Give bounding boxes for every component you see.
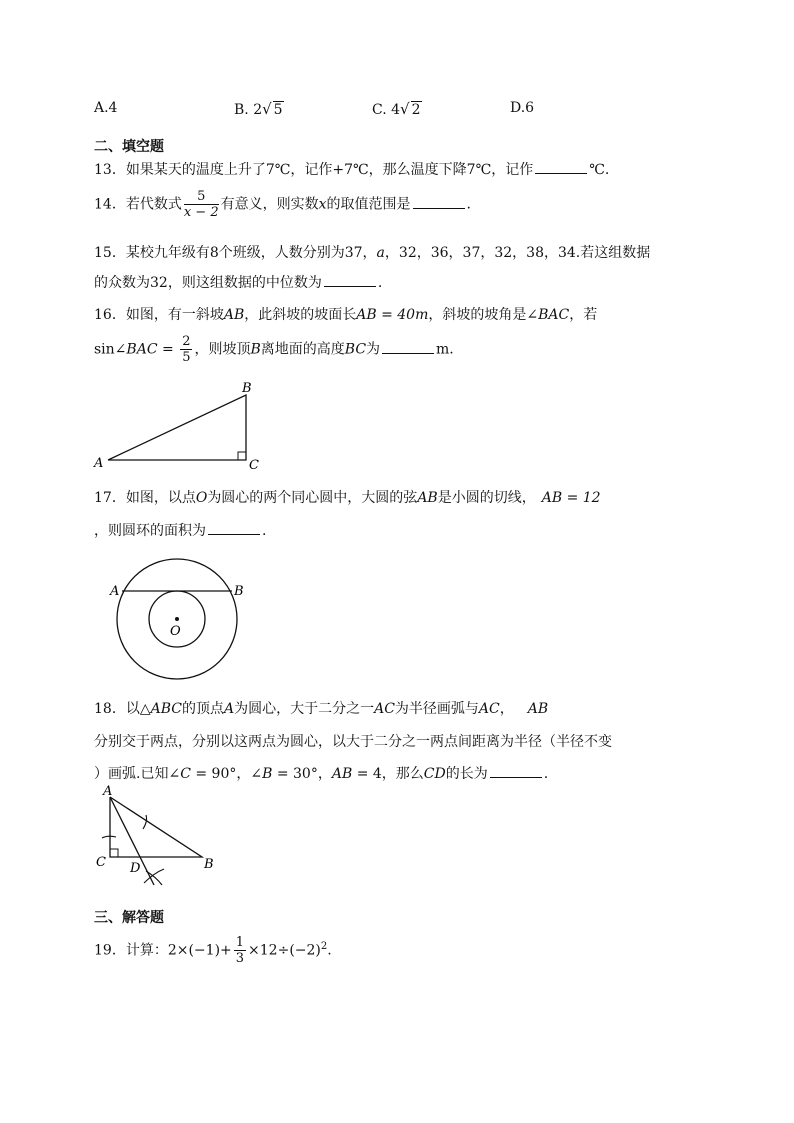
arc-mark-on-ab xyxy=(143,815,147,829)
q16-eq: AB = 40m xyxy=(356,307,429,323)
q17-text-d: ，则圆环的面积为 xyxy=(94,523,206,539)
q16-eq-sign: = xyxy=(157,341,179,358)
option-c-prefix: C. 4 xyxy=(372,102,401,118)
q18-ac: AC xyxy=(374,701,395,717)
section-answer-heading: 三、解答题 xyxy=(94,910,164,926)
q18-text-a: 18．以△ xyxy=(94,701,151,717)
q18-text-f: ）画弧.已知∠ xyxy=(94,766,181,782)
q19-fraction xyxy=(234,935,246,966)
q19-exponent: 2 xyxy=(320,940,328,952)
section-fill-blank-heading: 二、填空题 xyxy=(94,139,164,155)
option-d[interactable]: D.6 xyxy=(510,100,535,116)
q14-fraction xyxy=(184,189,219,220)
q14-post: 的取值范围是 xyxy=(326,196,411,213)
label-a: A xyxy=(94,456,104,471)
q17-text-a: 17．如图，以点 xyxy=(94,490,196,506)
q16-text-d: ，若 xyxy=(569,307,598,323)
q15-text-a: 15．某校九年级有8个班级，人数分别为37， xyxy=(94,245,377,261)
center-point-o xyxy=(175,617,179,621)
triangle-abc xyxy=(110,797,202,857)
label-d: D xyxy=(130,861,141,876)
triangle-abc xyxy=(108,395,246,460)
question-15-line1 xyxy=(94,242,650,262)
q14-mid: 有意义，则实数 xyxy=(220,196,319,213)
q18-text-e: ， xyxy=(499,701,514,717)
q17-o: O xyxy=(195,490,208,506)
question-18-line2: 分别交于两点，分别以这两点为圆心，以大于二分之一两点间距离为半径（半径不变 xyxy=(94,734,612,750)
q16-text-f: 离地面的高度 xyxy=(260,341,345,358)
right-angle-mark xyxy=(238,452,246,460)
option-b[interactable]: B. 2√ 5 xyxy=(234,100,283,118)
q16-text-c: ，斜坡的坡角是∠ xyxy=(428,307,539,323)
q16-tail: m. xyxy=(436,341,454,358)
intersecting-arc-2 xyxy=(146,871,162,885)
q16-bac: BAC xyxy=(538,307,570,323)
question-19 xyxy=(94,935,332,966)
question-18-line3 xyxy=(94,763,548,783)
label-b: B xyxy=(204,857,214,872)
q16-text-e: ，则坡顶 xyxy=(194,341,251,358)
q14-answer-blank[interactable] xyxy=(413,194,465,209)
question-13 xyxy=(94,159,609,179)
label-b: B xyxy=(234,584,244,599)
q17-text-b: 为圆心的两个同心圆中，大圆的弦 xyxy=(207,490,418,506)
q18-abc: ABC xyxy=(150,701,182,717)
q18-text-i: = 4，那么 xyxy=(352,766,424,782)
q18-text-h: = 30°， xyxy=(272,766,332,782)
q16-sin: sin∠ xyxy=(94,341,127,358)
q14-pre: 14．若代数式 xyxy=(94,196,182,213)
q18-text-j: 的长为 xyxy=(445,766,488,782)
question-17-line2 xyxy=(94,520,266,540)
angle-bisector-figure xyxy=(90,785,230,895)
concentric-circles-figure xyxy=(100,555,260,680)
q18-b: B xyxy=(262,766,273,782)
q18-ab: AB xyxy=(527,701,549,717)
q18-cd: CD xyxy=(423,766,446,782)
q17-answer-blank[interactable] xyxy=(208,520,260,535)
q15-text-c: 的众数为32，则这组数据的中位数为 xyxy=(94,275,322,291)
q16-fraction xyxy=(180,334,192,365)
q18-ab2: AB xyxy=(331,766,353,782)
question-16-line1 xyxy=(94,304,597,324)
option-a[interactable]: A.4 xyxy=(94,100,118,116)
label-b: B xyxy=(242,381,252,396)
q17-eq: AB = 12 xyxy=(541,490,601,506)
q14-tail: . xyxy=(466,196,471,213)
q18-a: A xyxy=(223,701,235,717)
q13-answer-blank[interactable] xyxy=(535,159,587,174)
q18-text-c: 为圆心，大于二分之一 xyxy=(234,701,375,717)
label-c: C xyxy=(96,855,106,870)
option-b-prefix: B. 2 xyxy=(234,102,263,118)
label-o: O xyxy=(170,624,181,639)
q15-var-a: a xyxy=(376,245,385,261)
arc-mark-on-ac xyxy=(102,836,116,838)
right-angle-mark xyxy=(110,849,118,857)
q19-expr-2: ×12÷(−2) xyxy=(248,942,321,959)
q18-text-b: 的顶点 xyxy=(181,701,224,717)
label-a: A xyxy=(103,785,113,799)
q14-denominator: x − 2 xyxy=(183,205,219,220)
question-18-line1 xyxy=(94,698,548,718)
q18-c: C xyxy=(180,766,191,782)
q15-text-b: ，32，36，37，32，38，34.若这组数据 xyxy=(384,245,651,261)
q19-expr-1: 2×(−1)+ xyxy=(167,942,232,959)
option-c-radicand: 2 xyxy=(411,102,421,118)
q19-denominator: 3 xyxy=(235,951,245,966)
q16-text-g: 为 xyxy=(366,341,381,358)
q17-ab: AB xyxy=(417,490,438,506)
q18-text-d: 为半径画弧与 xyxy=(394,701,479,717)
q17-tail: . xyxy=(262,523,267,539)
q17-text-c: 是小圆的切线， xyxy=(437,490,536,506)
q18-text-g: = 90°，∠ xyxy=(190,766,263,782)
q16-denominator: 5 xyxy=(182,350,191,365)
q19-pre: 19．计算： xyxy=(94,942,168,959)
q14-var: x xyxy=(318,196,327,213)
label-c: C xyxy=(249,458,259,473)
q14-numerator: 5 xyxy=(184,189,219,205)
q16-ab: AB xyxy=(223,307,245,323)
q19-numerator: 1 xyxy=(235,935,245,950)
q19-tail: . xyxy=(327,942,332,959)
question-17-line1 xyxy=(94,487,601,507)
q16-answer-blank[interactable] xyxy=(382,339,434,354)
q18-tail: . xyxy=(543,766,549,782)
slope-triangle-figure xyxy=(90,380,280,475)
q16-text-b: ，此斜坡的坡面长 xyxy=(244,307,357,323)
q16-bc: BC xyxy=(344,341,367,358)
q13-text: 13．如果某天的温度上升了7℃，记作+7℃，那么温度下降7℃，记作 xyxy=(94,162,534,178)
q18-answer-blank[interactable] xyxy=(490,763,542,778)
option-c[interactable]: C. 4√ 2 xyxy=(372,100,421,118)
option-b-radicand: 5 xyxy=(273,102,283,118)
q16-text-a: 16．如图，有一斜坡 xyxy=(94,307,224,323)
question-16-line2 xyxy=(94,334,454,365)
q15-tail: . xyxy=(377,275,383,291)
q16-bac2: BAC xyxy=(126,341,158,358)
question-14 xyxy=(94,189,471,220)
q16-b: B xyxy=(250,341,261,358)
label-a: A xyxy=(110,584,120,599)
q18-ac2: AC xyxy=(478,701,500,717)
question-15-line2 xyxy=(94,272,382,292)
q15-answer-blank[interactable] xyxy=(324,272,376,287)
q16-numerator: 2 xyxy=(182,334,191,349)
q13-tail: ℃. xyxy=(589,162,610,178)
